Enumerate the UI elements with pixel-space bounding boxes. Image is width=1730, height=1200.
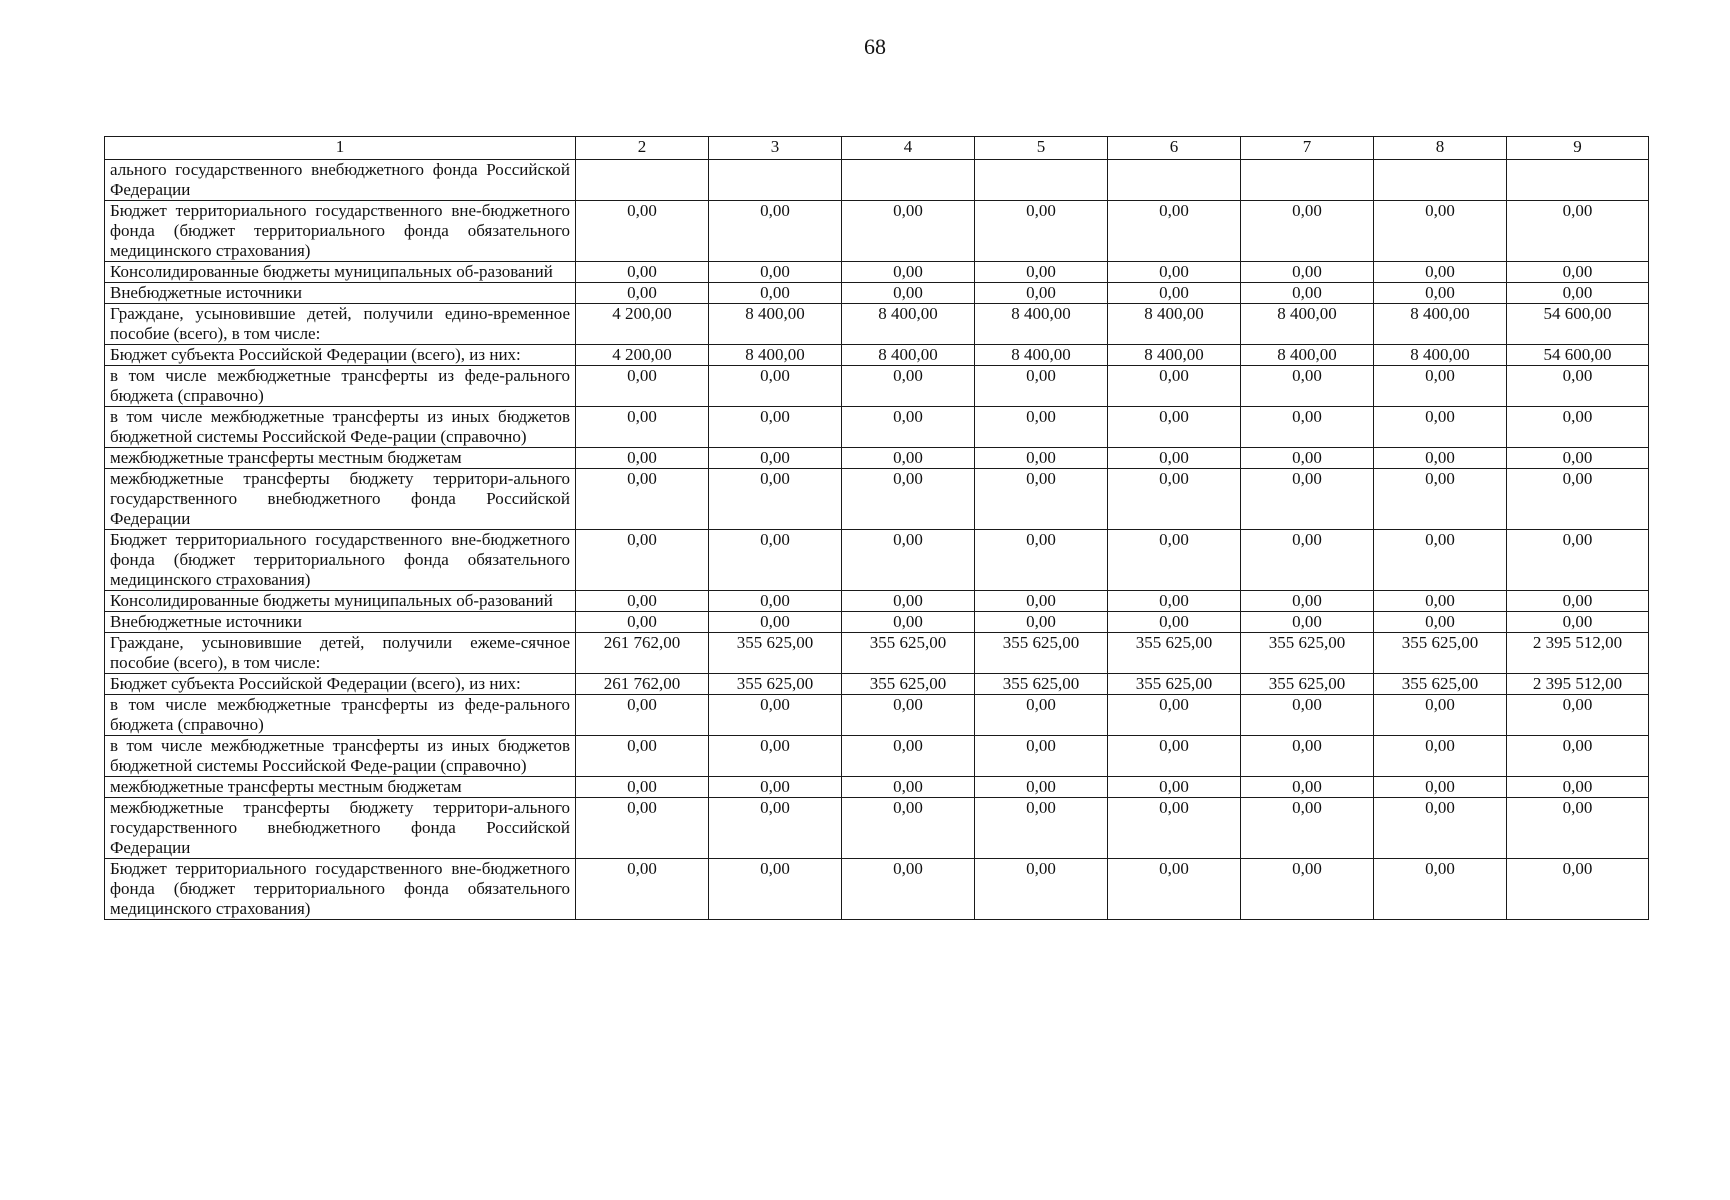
value-cell: 0,00 [709,469,842,530]
value-cell: 8 400,00 [975,304,1108,345]
value-cell: 0,00 [576,262,709,283]
value-cell: 0,00 [1241,366,1374,407]
row-label-cell: межбюджетные трансферты местным бюджетам [105,777,576,798]
row-label-cell: Бюджет территориального государственного вне-бюджетного фонда (бюджет территориального фонда обязательного медицинского страхования) [105,530,576,591]
value-cell: 355 625,00 [1108,674,1241,695]
value-cell: 0,00 [1108,777,1241,798]
value-cell: 0,00 [1374,407,1507,448]
value-cell: 8 400,00 [1108,345,1241,366]
value-cell [1241,160,1374,201]
value-cell: 0,00 [1374,448,1507,469]
value-cell: 8 400,00 [975,345,1108,366]
value-cell [842,160,975,201]
value-cell: 0,00 [1108,366,1241,407]
table-row [105,530,1649,591]
row-label-cell: Бюджет субъекта Российской Федерации (всего), из них: [105,345,576,366]
value-cell: 0,00 [1374,262,1507,283]
value-cell: 0,00 [1507,262,1649,283]
value-cell: 0,00 [975,407,1108,448]
value-cell: 0,00 [576,407,709,448]
value-cell: 0,00 [1108,736,1241,777]
row-label-cell: в том числе межбюджетные трансферты из феде-рального бюджета (справочно) [105,366,576,407]
table-row [105,859,1649,920]
value-cell: 0,00 [1374,366,1507,407]
value-cell: 355 625,00 [975,633,1108,674]
value-cell: 2 395 512,00 [1507,674,1649,695]
value-cell: 0,00 [975,201,1108,262]
value-cell: 0,00 [1507,530,1649,591]
value-cell: 0,00 [709,262,842,283]
value-cell: 355 625,00 [842,633,975,674]
value-cell: 0,00 [1374,283,1507,304]
value-cell: 0,00 [1108,612,1241,633]
value-cell: 0,00 [1507,407,1649,448]
row-label-cell: Бюджет субъекта Российской Федерации (всего), из них: [105,674,576,695]
column-header: 3 [709,137,842,160]
value-cell: 0,00 [975,736,1108,777]
value-cell: 0,00 [1108,798,1241,859]
value-cell: 0,00 [1241,777,1374,798]
row-label-cell: Граждане, усыновившие детей, получили едино-временное пособие (всего), в том числе: [105,304,576,345]
value-cell: 0,00 [709,736,842,777]
column-header: 7 [1241,137,1374,160]
value-cell: 0,00 [576,283,709,304]
value-cell: 54 600,00 [1507,304,1649,345]
table-row [105,469,1649,530]
value-cell: 0,00 [842,777,975,798]
value-cell: 0,00 [842,612,975,633]
budget-table [104,136,1649,920]
value-cell: 0,00 [576,777,709,798]
value-cell: 0,00 [1374,530,1507,591]
table-row [105,695,1649,736]
value-cell: 8 400,00 [1241,345,1374,366]
value-cell: 0,00 [1241,530,1374,591]
value-cell: 0,00 [1241,798,1374,859]
row-label-cell: в том числе межбюджетные трансферты из иных бюджетов бюджетной системы Российской Феде-рации (справочно) [105,407,576,448]
table-row [105,736,1649,777]
value-cell: 0,00 [576,612,709,633]
value-cell: 0,00 [842,530,975,591]
value-cell [576,160,709,201]
table-row [105,633,1649,674]
value-cell [1108,160,1241,201]
value-cell: 0,00 [1374,736,1507,777]
value-cell: 0,00 [709,407,842,448]
value-cell: 0,00 [1108,530,1241,591]
value-cell: 0,00 [709,283,842,304]
column-header: 5 [975,137,1108,160]
table-row [105,160,1649,201]
value-cell: 0,00 [1108,695,1241,736]
value-cell: 0,00 [1108,201,1241,262]
value-cell: 0,00 [975,530,1108,591]
column-header: 2 [576,137,709,160]
value-cell: 355 625,00 [842,674,975,695]
value-cell: 0,00 [975,777,1108,798]
value-cell: 0,00 [1241,448,1374,469]
table-row [105,345,1649,366]
table-row [105,777,1649,798]
value-cell: 0,00 [709,798,842,859]
value-cell: 355 625,00 [975,674,1108,695]
value-cell: 0,00 [1108,469,1241,530]
value-cell: 0,00 [1507,366,1649,407]
value-cell: 0,00 [1507,448,1649,469]
value-cell: 0,00 [1374,695,1507,736]
table-row [105,262,1649,283]
value-cell: 355 625,00 [1108,633,1241,674]
value-cell: 0,00 [1507,695,1649,736]
value-cell: 0,00 [975,366,1108,407]
value-cell: 0,00 [1241,283,1374,304]
value-cell: 0,00 [842,469,975,530]
value-cell: 0,00 [1507,201,1649,262]
value-cell [1374,160,1507,201]
value-cell: 0,00 [1241,859,1374,920]
value-cell [709,160,842,201]
column-header: 9 [1507,137,1649,160]
value-cell: 0,00 [1507,469,1649,530]
row-label-cell: ального государственного внебюджетного фонда Российской Федерации [105,160,576,201]
row-label-cell: межбюджетные трансферты местным бюджетам [105,448,576,469]
row-label-cell: Консолидированные бюджеты муниципальных об-разований [105,262,576,283]
table-row [105,591,1649,612]
value-cell: 4 200,00 [576,304,709,345]
column-header: 6 [1108,137,1241,160]
value-cell: 0,00 [842,591,975,612]
table-row [105,283,1649,304]
table-row [105,407,1649,448]
value-cell: 0,00 [709,591,842,612]
value-cell: 0,00 [975,612,1108,633]
value-cell: 0,00 [1374,201,1507,262]
table-row [105,304,1649,345]
value-cell: 0,00 [709,448,842,469]
row-label-cell: Бюджет территориального государственного вне-бюджетного фонда (бюджет территориального фонда обязательного медицинского страхования) [105,859,576,920]
value-cell: 0,00 [842,407,975,448]
value-cell: 0,00 [709,530,842,591]
row-label-cell: Граждане, усыновившие детей, получили ежеме-сячное пособие (всего), в том числе: [105,633,576,674]
value-cell: 0,00 [842,262,975,283]
table-row [105,674,1649,695]
value-cell: 0,00 [1241,407,1374,448]
value-cell: 0,00 [975,469,1108,530]
value-cell: 0,00 [842,798,975,859]
row-label-cell: межбюджетные трансферты бюджету территори-ального государственного внебюджетного фонда Российской Федерации [105,798,576,859]
value-cell: 0,00 [1108,448,1241,469]
column-header: 1 [105,137,576,160]
value-cell: 261 762,00 [576,674,709,695]
value-cell: 0,00 [1241,591,1374,612]
value-cell: 0,00 [709,201,842,262]
value-cell: 0,00 [1374,469,1507,530]
page-number: 68 [864,34,886,59]
value-cell: 8 400,00 [1374,304,1507,345]
value-cell: 0,00 [1108,283,1241,304]
value-cell: 8 400,00 [709,345,842,366]
value-cell: 0,00 [1241,736,1374,777]
value-cell: 0,00 [842,695,975,736]
value-cell: 8 400,00 [1241,304,1374,345]
value-cell: 4 200,00 [576,345,709,366]
value-cell: 0,00 [576,448,709,469]
value-cell: 0,00 [1374,798,1507,859]
column-header: 4 [842,137,975,160]
value-cell: 0,00 [1507,283,1649,304]
value-cell: 355 625,00 [1241,674,1374,695]
value-cell: 0,00 [1374,777,1507,798]
value-cell: 54 600,00 [1507,345,1649,366]
value-cell: 0,00 [975,798,1108,859]
value-cell: 0,00 [576,859,709,920]
table-row [105,448,1649,469]
value-cell: 0,00 [709,777,842,798]
value-cell: 0,00 [842,201,975,262]
value-cell: 0,00 [842,366,975,407]
row-label-cell: межбюджетные трансферты бюджету территори-ального государственного внебюджетного фонда Российской Федерации [105,469,576,530]
value-cell: 0,00 [1108,859,1241,920]
value-cell: 0,00 [709,612,842,633]
value-cell: 0,00 [1507,591,1649,612]
row-label-cell: в том числе межбюджетные трансферты из иных бюджетов бюджетной системы Российской Феде-рации (справочно) [105,736,576,777]
value-cell: 0,00 [576,201,709,262]
table-body [105,160,1649,920]
value-cell: 8 400,00 [1108,304,1241,345]
value-cell: 355 625,00 [1241,633,1374,674]
row-label-cell: Внебюджетные источники [105,612,576,633]
value-cell: 355 625,00 [709,674,842,695]
value-cell: 0,00 [1241,201,1374,262]
value-cell: 0,00 [576,530,709,591]
value-cell: 261 762,00 [576,633,709,674]
value-cell: 0,00 [709,695,842,736]
value-cell: 0,00 [576,736,709,777]
table-row [105,201,1649,262]
value-cell: 0,00 [1507,859,1649,920]
value-cell: 2 395 512,00 [1507,633,1649,674]
value-cell: 355 625,00 [1374,633,1507,674]
row-label-cell: Консолидированные бюджеты муниципальных об-разований [105,591,576,612]
row-label-cell: Внебюджетные источники [105,283,576,304]
value-cell: 0,00 [1241,695,1374,736]
value-cell: 0,00 [709,366,842,407]
value-cell: 355 625,00 [1374,674,1507,695]
value-cell: 8 400,00 [842,304,975,345]
column-number-row [105,137,1649,160]
value-cell: 0,00 [709,859,842,920]
value-cell: 0,00 [576,591,709,612]
value-cell: 0,00 [842,736,975,777]
value-cell: 8 400,00 [1374,345,1507,366]
value-cell: 0,00 [1108,591,1241,612]
value-cell: 0,00 [576,798,709,859]
value-cell: 0,00 [975,591,1108,612]
value-cell: 0,00 [842,448,975,469]
value-cell: 0,00 [576,366,709,407]
value-cell: 0,00 [1241,612,1374,633]
value-cell: 0,00 [975,262,1108,283]
table-row [105,366,1649,407]
value-cell: 0,00 [1507,736,1649,777]
table-row [105,798,1649,859]
value-cell: 0,00 [576,469,709,530]
value-cell: 0,00 [1374,859,1507,920]
value-cell: 0,00 [975,859,1108,920]
value-cell: 0,00 [1108,262,1241,283]
value-cell: 0,00 [1374,612,1507,633]
value-cell: 8 400,00 [709,304,842,345]
value-cell [1507,160,1649,201]
value-cell: 0,00 [975,283,1108,304]
value-cell: 0,00 [1241,469,1374,530]
value-cell: 0,00 [842,283,975,304]
value-cell: 0,00 [842,859,975,920]
value-cell: 355 625,00 [709,633,842,674]
value-cell: 0,00 [975,448,1108,469]
row-label-cell: в том числе межбюджетные трансферты из феде-рального бюджета (справочно) [105,695,576,736]
value-cell: 0,00 [576,695,709,736]
value-cell: 8 400,00 [842,345,975,366]
value-cell: 0,00 [1507,777,1649,798]
value-cell: 0,00 [1507,612,1649,633]
value-cell: 0,00 [975,695,1108,736]
column-header: 8 [1374,137,1507,160]
table-row [105,612,1649,633]
value-cell: 0,00 [1507,798,1649,859]
value-cell [975,160,1108,201]
row-label-cell: Бюджет территориального государственного вне-бюджетного фонда (бюджет территориального фонда обязательного медицинского страхования) [105,201,576,262]
value-cell: 0,00 [1241,262,1374,283]
value-cell: 0,00 [1374,591,1507,612]
value-cell: 0,00 [1108,407,1241,448]
